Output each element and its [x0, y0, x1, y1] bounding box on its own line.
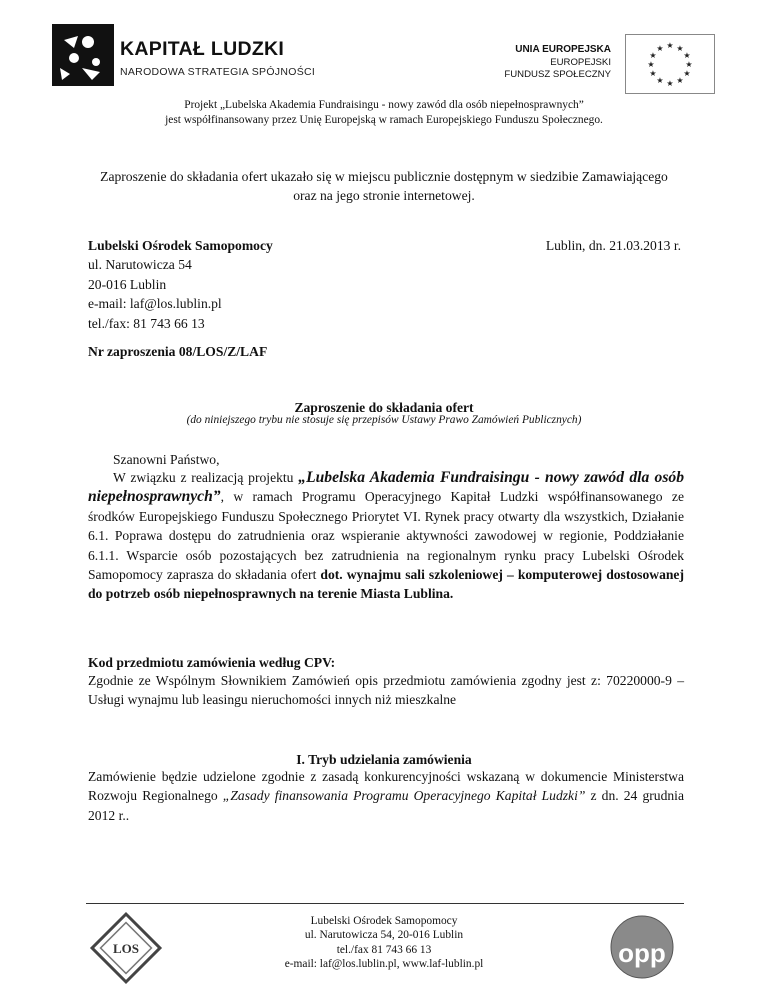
project-line-1: Projekt „Lubelska Akademia Fundraisingu - nowy zawód dla osób niepełnosprawnych”: [184, 99, 584, 111]
footer-address: [200, 914, 568, 972]
section-1-text: [88, 767, 684, 825]
organization-phone: tel./fax: 81 743 66 13: [88, 315, 205, 331]
svg-text:★: ★: [656, 76, 664, 85]
svg-text:★: ★: [676, 44, 684, 53]
section-1-text-end: z dn. 24 grudnia 2012 r..: [88, 788, 684, 823]
project-line-2: jest współfinansowany przez Unię Europejską w ramach Europejskiego Funduszu Społecznego.: [165, 114, 603, 126]
kapital-ludzki-subtitle: NARODOWA STRATEGIA SPÓJNOŚCI: [120, 66, 316, 78]
date-line: Lublin, dn. 21.03.2013 r.: [545, 238, 681, 253]
eu-line-1: UNIA EUROPEJSKA: [515, 44, 611, 55]
eu-line-2: EUROPEJSKI: [550, 56, 611, 68]
section-1-text-italic: „Zasady finansowania Programu Operacyjnego Kapitał Ludzki”: [222, 788, 586, 804]
footer-line-2: ul. Narutowicza 54, 20-016 Lublin: [304, 929, 464, 942]
opp-logo-text: opp: [618, 938, 666, 968]
los-logo-icon: [86, 908, 166, 988]
footer-line-4: e-mail: laf@los.lublin.pl, www.laf-lublin.pl: [284, 958, 484, 971]
greeting: Szanowni Państwo,: [113, 452, 220, 467]
organization-street: ul. Narutowicza 54: [88, 257, 192, 273]
svg-text:★: ★: [683, 69, 691, 78]
cpv-text: Zgodnie ze Wspólnym Słownikiem Zamówień opis przedmiotu zamówienia zgodny jest z: 70220000-9 – Usługi wynajmu lub leasingu nieruchomości innych niż mieszkalne: [88, 673, 684, 708]
svg-text:★: ★: [685, 60, 693, 69]
publication-notice: [60, 167, 708, 206]
body-bold-end: dot. wynajmu sali szkoleniowej – komputerowej dostosowanej do potrzeb osób niepełnosprawnych na terenie Miasta Lublina.: [88, 567, 684, 602]
svg-text:★: ★: [647, 60, 655, 69]
opp-logo-icon: [607, 912, 677, 982]
reference-number: [88, 342, 267, 361]
svg-text:★: ★: [649, 51, 657, 60]
svg-text:★: ★: [676, 76, 684, 85]
cpv-heading-text: Kod przedmiotu zamówienia według CPV:: [88, 655, 336, 670]
cpv-heading: [88, 653, 335, 672]
organization-name: Lubelski Ośrodek Samopomocy: [88, 238, 273, 253]
svg-text:★: ★: [683, 51, 691, 60]
eu-fund-label: [431, 44, 611, 82]
invitation-title-text: Zaproszenie do składania ofert: [294, 400, 474, 415]
organization-city: 20-016 Lublin: [88, 276, 167, 292]
project-cofinancing-note: [60, 98, 708, 128]
svg-text:★: ★: [649, 69, 657, 78]
publication-line-1: Zaproszenie do składania ofert ukazało się w miejscu publicznie dostępnym w siedzibie Zamawiającego: [100, 169, 668, 184]
footer-divider: [86, 903, 684, 904]
footer-line-3: tel./fax 81 743 66 13: [336, 943, 432, 956]
svg-text:★: ★: [666, 79, 674, 88]
kapital-ludzki-title: KAPITAŁ LUDZKI: [120, 38, 285, 60]
publication-line-2: oraz na jego stronie internetowej.: [293, 188, 475, 204]
kapital-ludzki-logo-icon: [44, 18, 118, 92]
eu-line-3: FUNDUSZ SPOŁECZNY: [504, 69, 611, 81]
section-1-text-start: Zamówienie będzie udzielone zgodnie z zasadą konkurencyjności wskazaną w dokumencie Ministerstwa Rozwoju Regionalnego: [88, 769, 684, 804]
svg-text:★: ★: [656, 44, 664, 53]
invitation-subtitle: (do niniejszego trybu nie stosuje się przepisów Ustawy Prawo Zamówień Publicznych): [186, 414, 582, 426]
footer-line-1: Lubelski Ośrodek Samopomocy: [310, 915, 458, 927]
reference-number-text: Nr zaproszenia 08/LOS/Z/LAF: [88, 344, 268, 359]
eu-flag-icon: [625, 34, 715, 94]
project-name: „Lubelska Akademia Fundraisingu - nowy zawód dla osób niepełnosprawnych”: [88, 469, 684, 506]
organization-email: e-mail: laf@los.lublin.pl: [88, 296, 222, 312]
body-intro: W związku z realizacją projektu: [113, 470, 299, 485]
body-middle: , w ramach Programu Operacyjnego Kapitał Ludzki współfinansowanego ze środków Europejskiego Funduszu Społecznego Priorytet VI. Rynek pracy otwarty dla wszystkich, Działanie 6.1. Poprawa dostępu do zatrudnienia oraz wspieranie aktywności zawodowej w regionie, Poddziałanie 6.1.1. Wsparcie osób pozostających bez zatrudnienia na regionalnym rynku pracy Lubelski Ośrodek Samopomocy zaprasza do składania ofert: [88, 489, 684, 583]
body-paragraph: [88, 468, 684, 604]
los-logo-text: LOS: [112, 941, 140, 956]
organization-address: [88, 236, 418, 333]
svg-text:★: ★: [666, 41, 674, 50]
section-1-heading-text: I. Tryb udzielania zamówienia: [296, 752, 472, 767]
